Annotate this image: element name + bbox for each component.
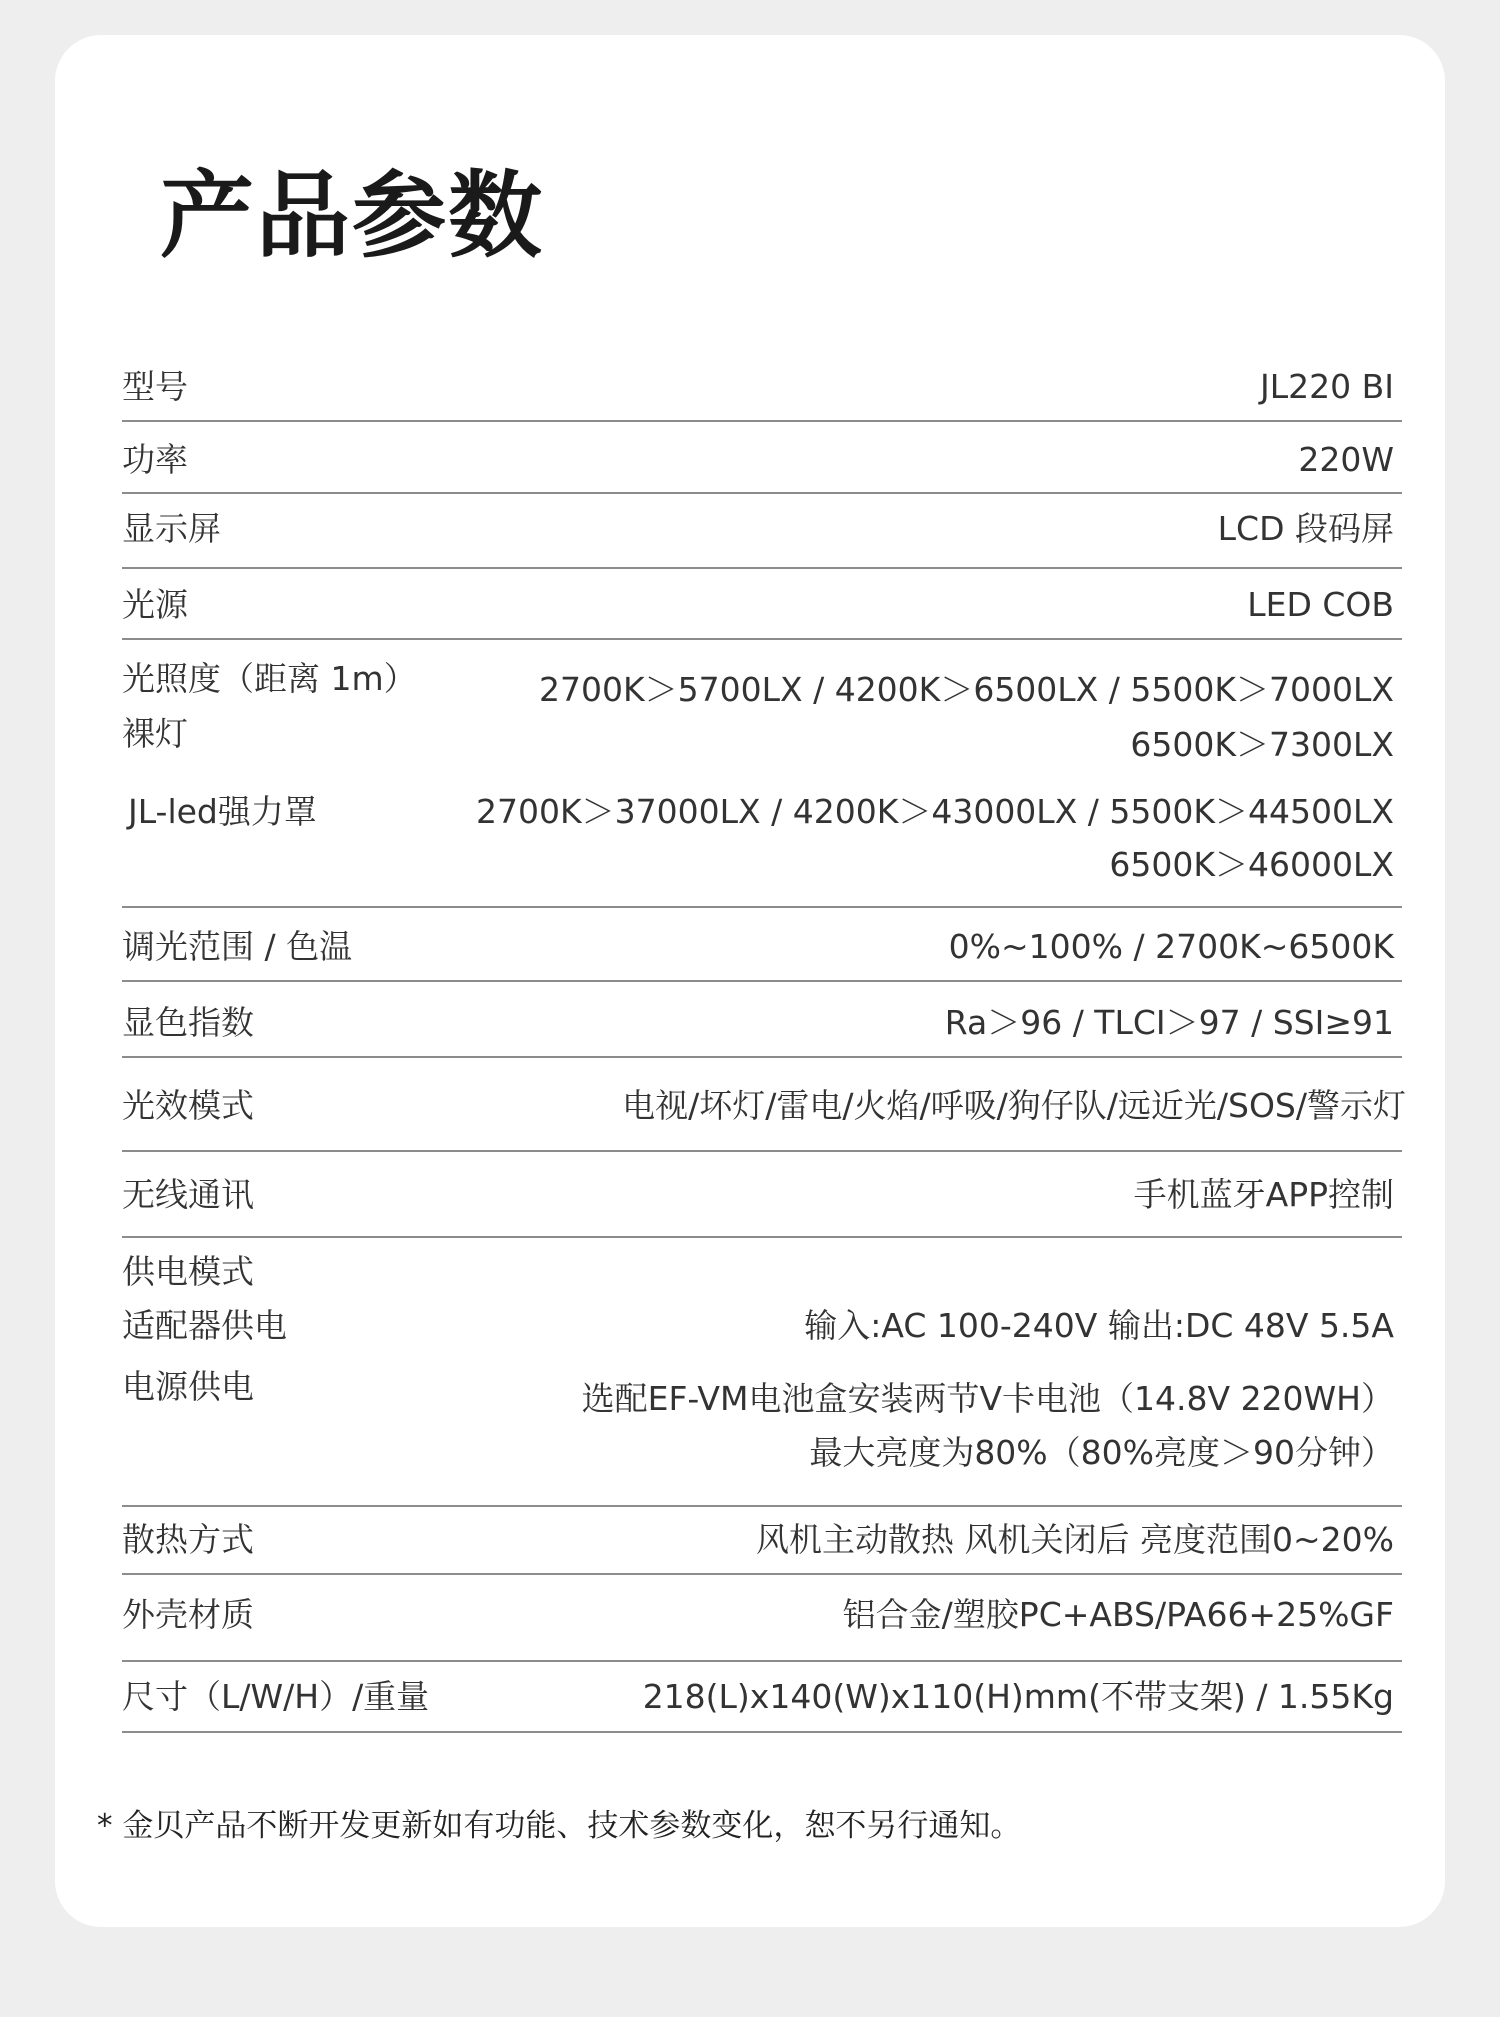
spec-label: 显示屏	[122, 509, 221, 548]
spec-value: Ra＞96 / TLCI＞97 / SSI≥91	[944, 1003, 1394, 1042]
spec-label: 功率	[122, 440, 188, 479]
spec-sublabel: 适配器供电	[122, 1306, 287, 1345]
divider	[122, 1573, 1402, 1575]
spec-label: 外壳材质	[122, 1595, 254, 1634]
spec-value: 铝合金/塑胶PC+ABS/PA66+25%GF	[842, 1595, 1394, 1634]
divider	[122, 1056, 1402, 1058]
spec-label: 供电模式	[122, 1252, 254, 1291]
disclaimer-footnote: * 金贝产品不断开发更新如有功能、技术参数变化，恕不另行通知。	[97, 1808, 1022, 1844]
spec-value: LED COB	[1247, 585, 1394, 624]
spec-label: 光源	[122, 585, 188, 624]
spec-value: 2700K＞5700LX / 4200K＞6500LX / 5500K＞7000LX	[539, 670, 1394, 709]
spec-value: 220W	[1298, 440, 1394, 479]
spec-value: 最大亮度为80%（80%亮度＞90分钟）	[809, 1433, 1394, 1472]
divider	[122, 980, 1402, 982]
spec-value: 6500K＞46000LX	[1109, 845, 1394, 884]
spec-label: 型号	[122, 367, 188, 406]
divider	[122, 420, 1402, 422]
spec-label: 光效模式	[122, 1086, 254, 1125]
divider	[122, 1505, 1402, 1507]
spec-value: 218(L)x140(W)x110(H)mm(不带支架) / 1.55Kg	[642, 1677, 1394, 1716]
page-title: 产品参数	[160, 162, 545, 271]
spec-label: 光照度（距离 1m）	[122, 659, 417, 698]
spec-label: 散热方式	[122, 1520, 254, 1559]
spec-value: 0%~100% / 2700K~6500K	[948, 927, 1394, 966]
divider	[122, 1660, 1402, 1662]
spec-label: 显色指数	[122, 1003, 254, 1042]
spec-value: 选配EF-VM电池盒安装两节V卡电池（14.8V 220WH）	[581, 1379, 1394, 1418]
spec-sublabel: 裸灯	[122, 714, 188, 753]
divider	[122, 1236, 1402, 1238]
spec-label: 无线通讯	[122, 1175, 254, 1214]
spec-value: 风机主动散热 风机关闭后 亮度范围0~20%	[756, 1520, 1394, 1559]
divider	[122, 1150, 1402, 1152]
spec-label: 调光范围 / 色温	[122, 927, 353, 966]
spec-value: LCD 段码屏	[1217, 509, 1394, 548]
spec-value: JL220 BI	[1260, 367, 1394, 406]
divider	[122, 638, 1402, 640]
spec-sublabel: JL-led强力罩	[128, 792, 317, 831]
spec-value: 2700K＞37000LX / 4200K＞43000LX / 5500K＞44500LX	[476, 792, 1394, 831]
spec-label: 尺寸（L/W/H）/重量	[122, 1677, 430, 1716]
divider	[122, 1731, 1402, 1733]
spec-sublabel: 电源供电	[122, 1367, 254, 1406]
spec-value: 电视/坏灯/雷电/火焰/呼吸/狗仔队/远近光/SOS/警示灯	[622, 1086, 1406, 1125]
spec-value: 6500K＞7300LX	[1130, 725, 1394, 764]
divider	[122, 906, 1402, 908]
spec-value: 手机蓝牙APP控制	[1133, 1175, 1394, 1214]
spec-value: 输入:AC 100-240V 输出:DC 48V 5.5A	[804, 1306, 1394, 1345]
divider	[122, 567, 1402, 569]
divider	[122, 492, 1402, 494]
